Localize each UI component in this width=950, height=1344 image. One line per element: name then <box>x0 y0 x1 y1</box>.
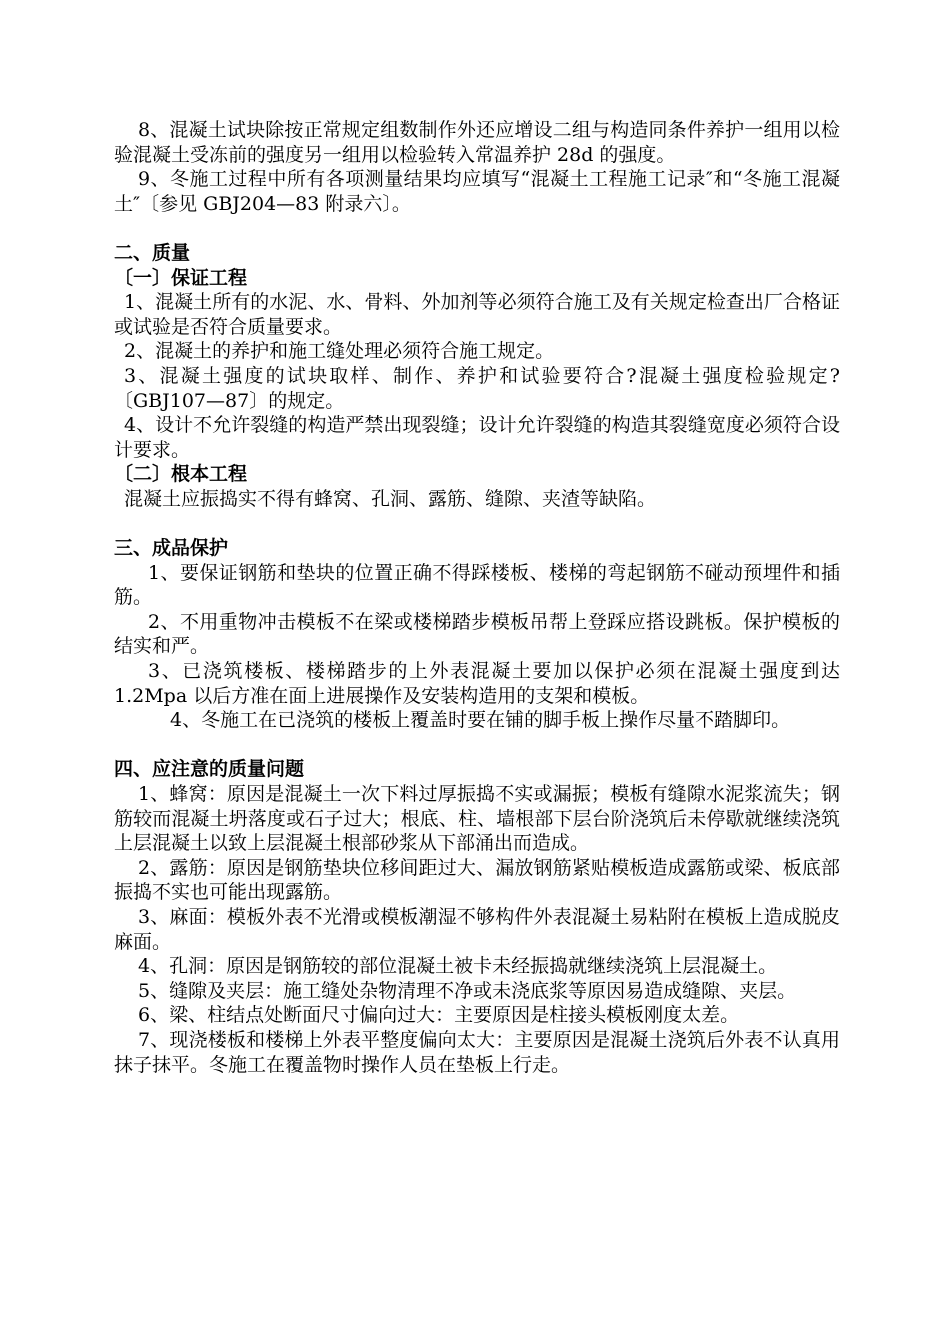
list-item: 5、缝隙及夹层：施工缝处杂物清理不净或未浇底浆等原因易造成缝隙、夹层。 <box>138 979 797 1002</box>
list-item: 4、设计不允许裂缝的构造严禁出现裂缝；设计允许裂缝的构造其裂缝宽度必须符合设计要求。 <box>114 414 840 461</box>
list-item: 1、蜂窝：原因是混凝土一次下料过厚振捣不实或漏振；模板有缝隙水泥浆流失；钢筋较而混凝土坍落度或石子过大；根底、柱、墙根部下层台阶浇筑后未停歇就继续浇筑上层混凝土以致上层混凝土根部砂浆从下部涌出而造成。 <box>114 783 840 855</box>
list-item: 1、混凝土所有的水泥、水、骨料、外加剂等必须符合施工及有关规定检查出厂合格证或试验是否符合质量要求。 <box>114 291 840 338</box>
list-item: 2、露筋：原因是钢筋垫块位移间距过大、漏放钢筋紧贴模板造成露筋或梁、板底部振捣不实也可能出现露筋。 <box>114 856 840 904</box>
paragraph-item-9: 9、冬施工过程中所有各项测量结果均应填写“混凝土工程施工记录″和“冬施工混凝土″〔参见 GBJ204—83 附录六〕。 <box>114 168 840 215</box>
paragraph-basic-text: 混凝土应振捣实不得有蜂窝、孔洞、露筋、缝隙、夹渣等缺陷。 <box>124 487 657 510</box>
paragraph-item-8: 8、混凝土试块除按正常规定组数制作外还应增设二组与构造同条件养护一组用以检验混凝土受冻前的强度另一组用以检验转入常温养护 28d 的强度。 <box>114 119 840 166</box>
list-item: 7、现浇楼板和楼梯上外表平整度偏向太大：主要原因是混凝土浇筑后外表不认真用抹子抹平。冬施工在覆盖物时操作人员在垫板上行走。 <box>114 1028 840 1076</box>
list-item: 3、混凝土强度的试块取样、制作、养护和试验要符合?混凝土强度检验规定?〔GBJ107—87〕的规定。 <box>114 364 840 412</box>
blank-line <box>114 733 840 758</box>
section-heading-protection: 三、成品保护 <box>114 537 229 560</box>
list-item: 6、梁、柱结点处断面尺寸偏向过大：主要原因是柱接头模板刚度太差。 <box>138 1004 740 1027</box>
list-item: 4、冬施工在已浇筑的楼板上覆盖时要在铺的脚手板上操作尽量不踏脚印。 <box>170 709 791 732</box>
blank-line <box>114 216 840 241</box>
list-item: 4、孔洞：原因是钢筋较的部位混凝土被卡未经振捣就继续浇筑上层混凝土。 <box>138 955 778 978</box>
list-item: 2、不用重物冲击模板不在梁或楼梯踏步模板吊帮上登踩应搭设跳板。保护模板的结实和严。 <box>114 610 840 658</box>
subsection-heading-guarantee: 〔一〕保证工程 <box>114 266 248 289</box>
section-heading-quality-issues: 四、应注意的质量问题 <box>114 758 305 781</box>
list-item: 3、麻面：模板外表不光滑或模板潮湿不够构件外表混凝土易粘附在模板上造成脱皮麻面。 <box>114 906 840 953</box>
document-page <box>114 118 840 1077</box>
section-heading-quality: 二、质量 <box>114 241 191 264</box>
list-item: 2、混凝土的养护和施工缝处理必须符合施工规定。 <box>124 340 555 363</box>
list-item: 3、已浇筑楼板、楼梯踏步的上外表混凝土要加以保护必须在混凝土强度到达 1.2Mpa 以后方准在面上进展操作及安装构造用的支架和模板。 <box>114 660 840 707</box>
subsection-heading-basic: 〔二〕根本工程 <box>114 463 248 486</box>
blank-line <box>114 512 840 537</box>
list-item: 1、要保证钢筋和垫块的位置正确不得踩楼板、楼梯的弯起钢筋不碰动预埋件和插筋。 <box>114 561 840 609</box>
